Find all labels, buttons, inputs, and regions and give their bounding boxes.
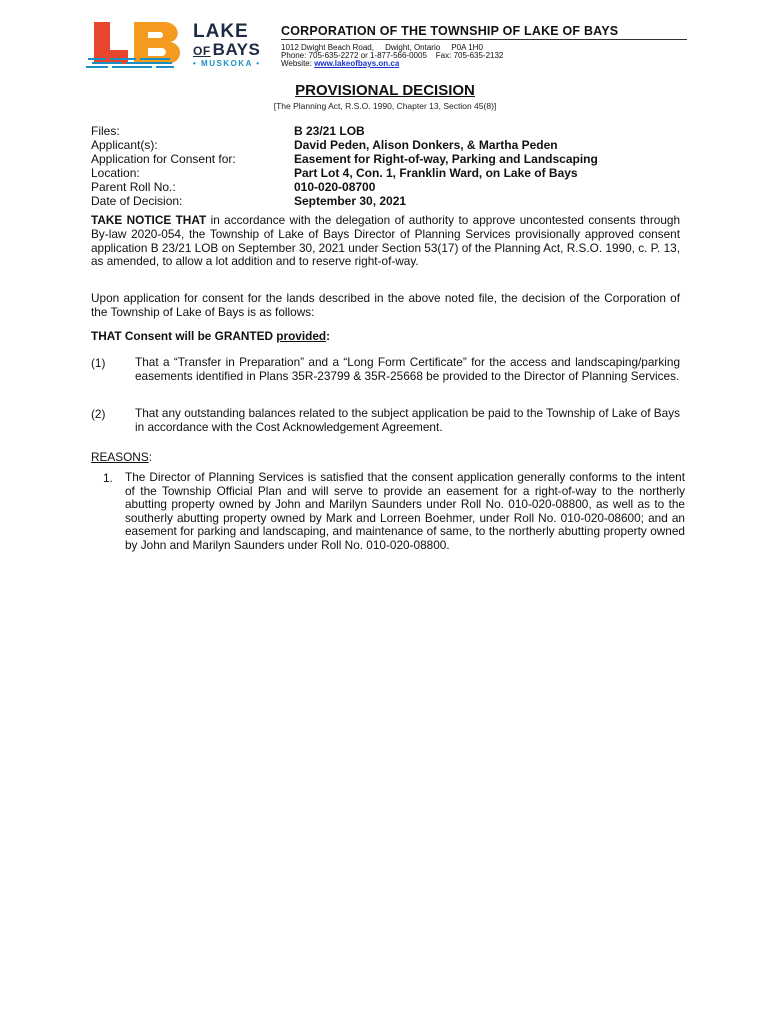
logo-word-muskoka: • MUSKOKA •	[193, 59, 261, 68]
reason-number: 1.	[103, 471, 113, 485]
parent-roll-value: 010-020-08700	[294, 180, 376, 194]
address-line: 1012 Dwight Beach Road, Dwight, Ontario P0A 1H0	[281, 43, 483, 52]
take-notice-body: in accordance with the delegation of authority to approve uncontested consents through By-law 2020-054, the Township of Lake of Bays Director of Planning Services provisionally approved consent application B 23/21 LOB on September 30, 2021 under Section 53(17) of the Planning Act, R.S.O. 1990, c. P. 13, as amended, to allow a lot addition and to reserve right-of-way.	[91, 213, 681, 269]
consent-heading	[91, 330, 680, 344]
files-label: Files:	[91, 124, 120, 138]
files-value: B 23/21 LOB	[294, 124, 365, 138]
condition-number: (1)	[91, 356, 106, 370]
logo-water-lines	[86, 58, 174, 68]
applicants-label: Applicant(s):	[91, 138, 158, 152]
reasons-heading-text: REASONS	[91, 450, 149, 464]
logo-word-lake: LAKE	[193, 21, 249, 42]
consent-heading-colon: :	[326, 329, 331, 343]
location-value: Part Lot 4, Con. 1, Franklin Ward, on Lake of Bays	[294, 166, 578, 180]
logo-word-of-bays	[193, 40, 260, 60]
decision-date-label: Date of Decision:	[91, 194, 183, 208]
consent-heading-provided: provided	[276, 329, 327, 343]
decision-date-value: September 30, 2021	[294, 194, 407, 208]
logo-word-of: OF	[193, 44, 211, 58]
reasons-heading-colon: :	[148, 450, 152, 464]
website-label: Website:	[281, 59, 315, 68]
header-divider	[281, 39, 687, 40]
reason-text: The Director of Planning Services is satisfied that the consent application generally conforms to the intent of the Township Official Plan and will serve to provide an easement for a right-of-way to the northerly abutting property owned by John and Marilyn Saunders under Roll No. 010-020-08800, as well as to the southerly abutting property owned by Mark and Lorreen Boehmer, under Roll No. 010-020-08600; and an easement for parking and landscaping, and maintenance of same, to the northerly abutting property owned by John and Marilyn Saunders under Roll No. 010-020-08800.	[125, 470, 685, 552]
application-paragraph: Upon application for consent for the lands described in the above noted file, the decision of the Corporation of the Township of Lake of Bays is as follows:	[91, 291, 680, 319]
parent-roll-label: Parent Roll No.:	[91, 180, 176, 194]
corporation-title: CORPORATION OF THE TOWNSHIP OF LAKE OF BAYS	[281, 24, 619, 38]
document-title: PROVISIONAL DECISION	[295, 82, 475, 99]
consent-heading-lead: THAT Consent will be GRANTED	[91, 329, 277, 343]
document-subtitle: [The Planning Act, R.S.O. 1990, Chapter 13, Section 45(8)]	[273, 101, 497, 111]
logo-word-bays: BAYS	[212, 40, 261, 59]
location-label: Location:	[91, 166, 140, 180]
logo-letter-b	[134, 22, 180, 64]
take-notice-paragraph	[91, 214, 680, 269]
condition-text: That any outstanding balances related to the subject application be paid to the Township of Lake of Bays in accordance with the Cost Acknowledgement Agreement.	[135, 406, 680, 434]
condition-text: That a “Transfer in Preparation” and a “Long Form Certificate” for the access and landscaping/parking easements identified in Plans 35R-23799 & 35R-25668 be provided to the Director of Planning Services.	[135, 355, 680, 383]
condition-number: (2)	[91, 407, 106, 421]
application-for-value: Easement for Right-of-way, Parking and Landscaping	[294, 152, 598, 166]
applicants-value: David Peden, Alison Donkers, & Martha Peden	[294, 138, 558, 152]
website-line	[281, 59, 399, 68]
application-for-label: Application for Consent for:	[91, 152, 236, 166]
phone-fax-line: Phone: 705-635-2272 or 1-877-566-0005 Fax: 705-635-2132	[281, 51, 504, 60]
take-notice-lead: TAKE NOTICE THAT	[91, 213, 207, 227]
logo-letter-l	[94, 22, 128, 64]
website-link[interactable]: www.lakeofbays.on.ca	[314, 59, 400, 68]
reasons-heading	[91, 451, 680, 465]
